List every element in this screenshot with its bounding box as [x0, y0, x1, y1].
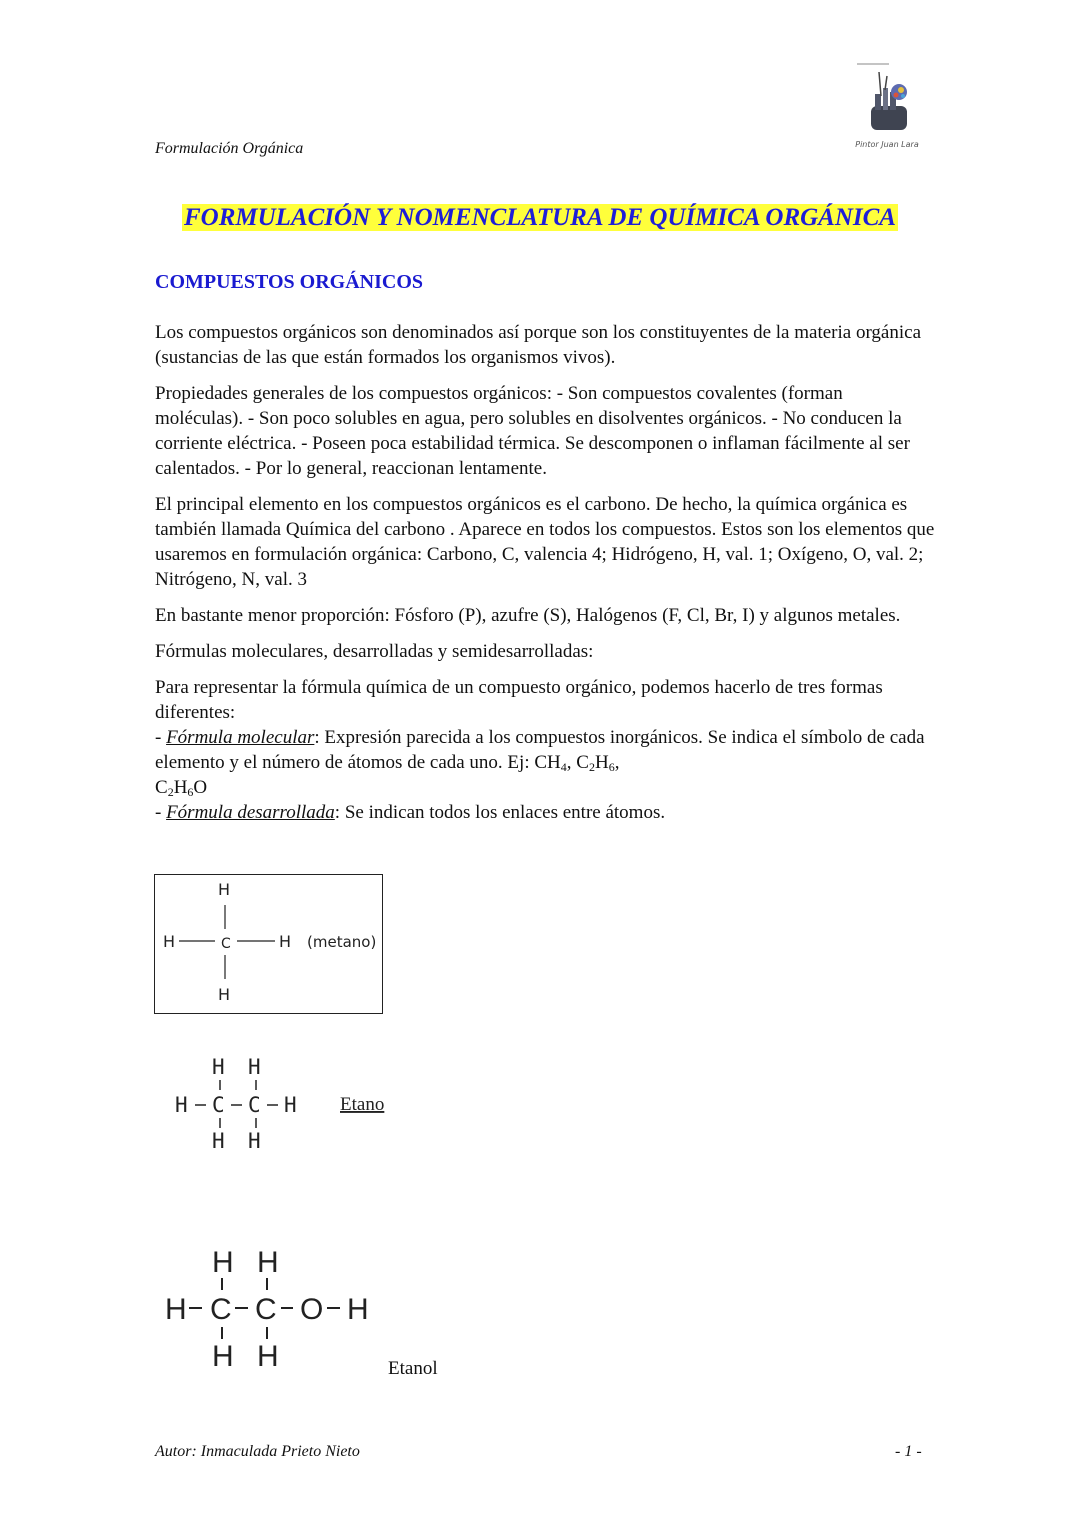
atom-h: H [218, 880, 231, 899]
atom-h: H [212, 1129, 225, 1153]
formula-ch4: $CH_4$ [534, 752, 567, 774]
atom-c: C [210, 1293, 232, 1326]
paragraph: Propiedades generales de los compuestos orgánicos: - Son compuestos covalentes (forman moléculas). - Son poco solubles en agua, pero solubles en disolventes orgánicos. - No conducen la corriente eléctrica. - Poseen poca estabilidad térmica. Se descomponen o inflaman fácilmente al ser calentados. - Por lo general, reaccionan lentamente. [155, 383, 910, 479]
atom-h: H [257, 1340, 279, 1373]
formula-c2h6: $C_2H_6$ [576, 752, 615, 774]
term-desarrollada: Fórmula desarrollada [166, 802, 335, 823]
separator: , [614, 752, 620, 773]
atom-c: C [255, 1293, 277, 1326]
list-dash: - [155, 802, 167, 823]
atom-h: H [284, 1093, 297, 1117]
atom-o: O [300, 1293, 324, 1326]
paragraph: En bastante menor proporción: Fósforo (P), azufre (S), Halógenos (F, Cl, Br, I) y algunos metales. [155, 605, 901, 626]
etanol-diagram [160, 1240, 390, 1375]
separator: , [566, 752, 577, 773]
atom-h: H [257, 1246, 279, 1279]
formula-intro: Para representar la fórmula química de un compuesto orgánico, podemos hacerlo de tres formas diferentes: [155, 677, 883, 723]
atom-c: C [212, 1093, 225, 1117]
atom-h: H [212, 1055, 225, 1079]
molecular-text: : Expresión parecida a los compuestos inorgánicos. Se indica el símbolo de cada elemento y el número de átomos de cada uno. Ej: [155, 727, 925, 773]
etanol-label: Etanol [388, 1358, 438, 1379]
atom-h: H [212, 1340, 234, 1373]
atom-c: C [221, 936, 231, 952]
atom-h: H [165, 1293, 187, 1326]
document-title-wrap [0, 204, 1080, 232]
atom-h: H [248, 1055, 261, 1079]
atom-h: H [347, 1293, 369, 1326]
atom-h: H [218, 985, 231, 1004]
metano-label: (metano) [307, 933, 377, 951]
list-dash: - [155, 727, 167, 748]
term-molecular: Fórmula molecular [166, 727, 315, 748]
metano-diagram [154, 874, 383, 1014]
page-number: - 1 - [895, 1443, 922, 1460]
etano-diagram [170, 1050, 430, 1160]
paragraph: Fórmulas moleculares, desarrolladas y semidesarrolladas: [155, 641, 594, 662]
atom-h: H [248, 1129, 261, 1153]
paragraph: El principal elemento en los compuestos orgánicos es el carbono. De hecho, la química orgánica es también llamada Química del carbono . Aparece en todos los compuestos. Estos son los elementos que usaremos en formulación orgánica: Carbono, C, valencia 4; Hidrógeno, H, val. 1; Oxígeno, O, val. 2; Nitrógeno, N, val. 3 [155, 494, 935, 590]
school-logo [853, 62, 921, 154]
running-header: Formulación Orgánica [155, 140, 304, 157]
paragraph: Los compuestos orgánicos son denominados así porque son los constituyentes de la materia orgánica (sustancias de las que están formados los organismos vivos). [155, 322, 922, 368]
atom-h: H [279, 932, 292, 951]
footer-author: Autor: Inmaculada Prieto Nieto [155, 1443, 360, 1460]
formula-c2h6o: $C_2H_6O$ [155, 777, 208, 799]
atom-h: H [212, 1246, 234, 1279]
atom-c: C [248, 1093, 261, 1117]
atom-h: H [163, 932, 176, 951]
etano-label: Etano [340, 1094, 385, 1115]
desarrollada-text: : Se indican todos los enlaces entre átomos. [334, 802, 666, 823]
atom-h: H [175, 1093, 188, 1117]
logo-caption: Pintor Juan Lara [855, 140, 919, 149]
section-heading: COMPUESTOS ORGÁNICOS [155, 271, 424, 293]
body-text [155, 320, 935, 836]
paragraph-formulas [155, 675, 935, 825]
document-title: FORMULACIÓN Y NOMENCLATURA DE QUÍMICA ORGÁNICA [184, 204, 896, 231]
